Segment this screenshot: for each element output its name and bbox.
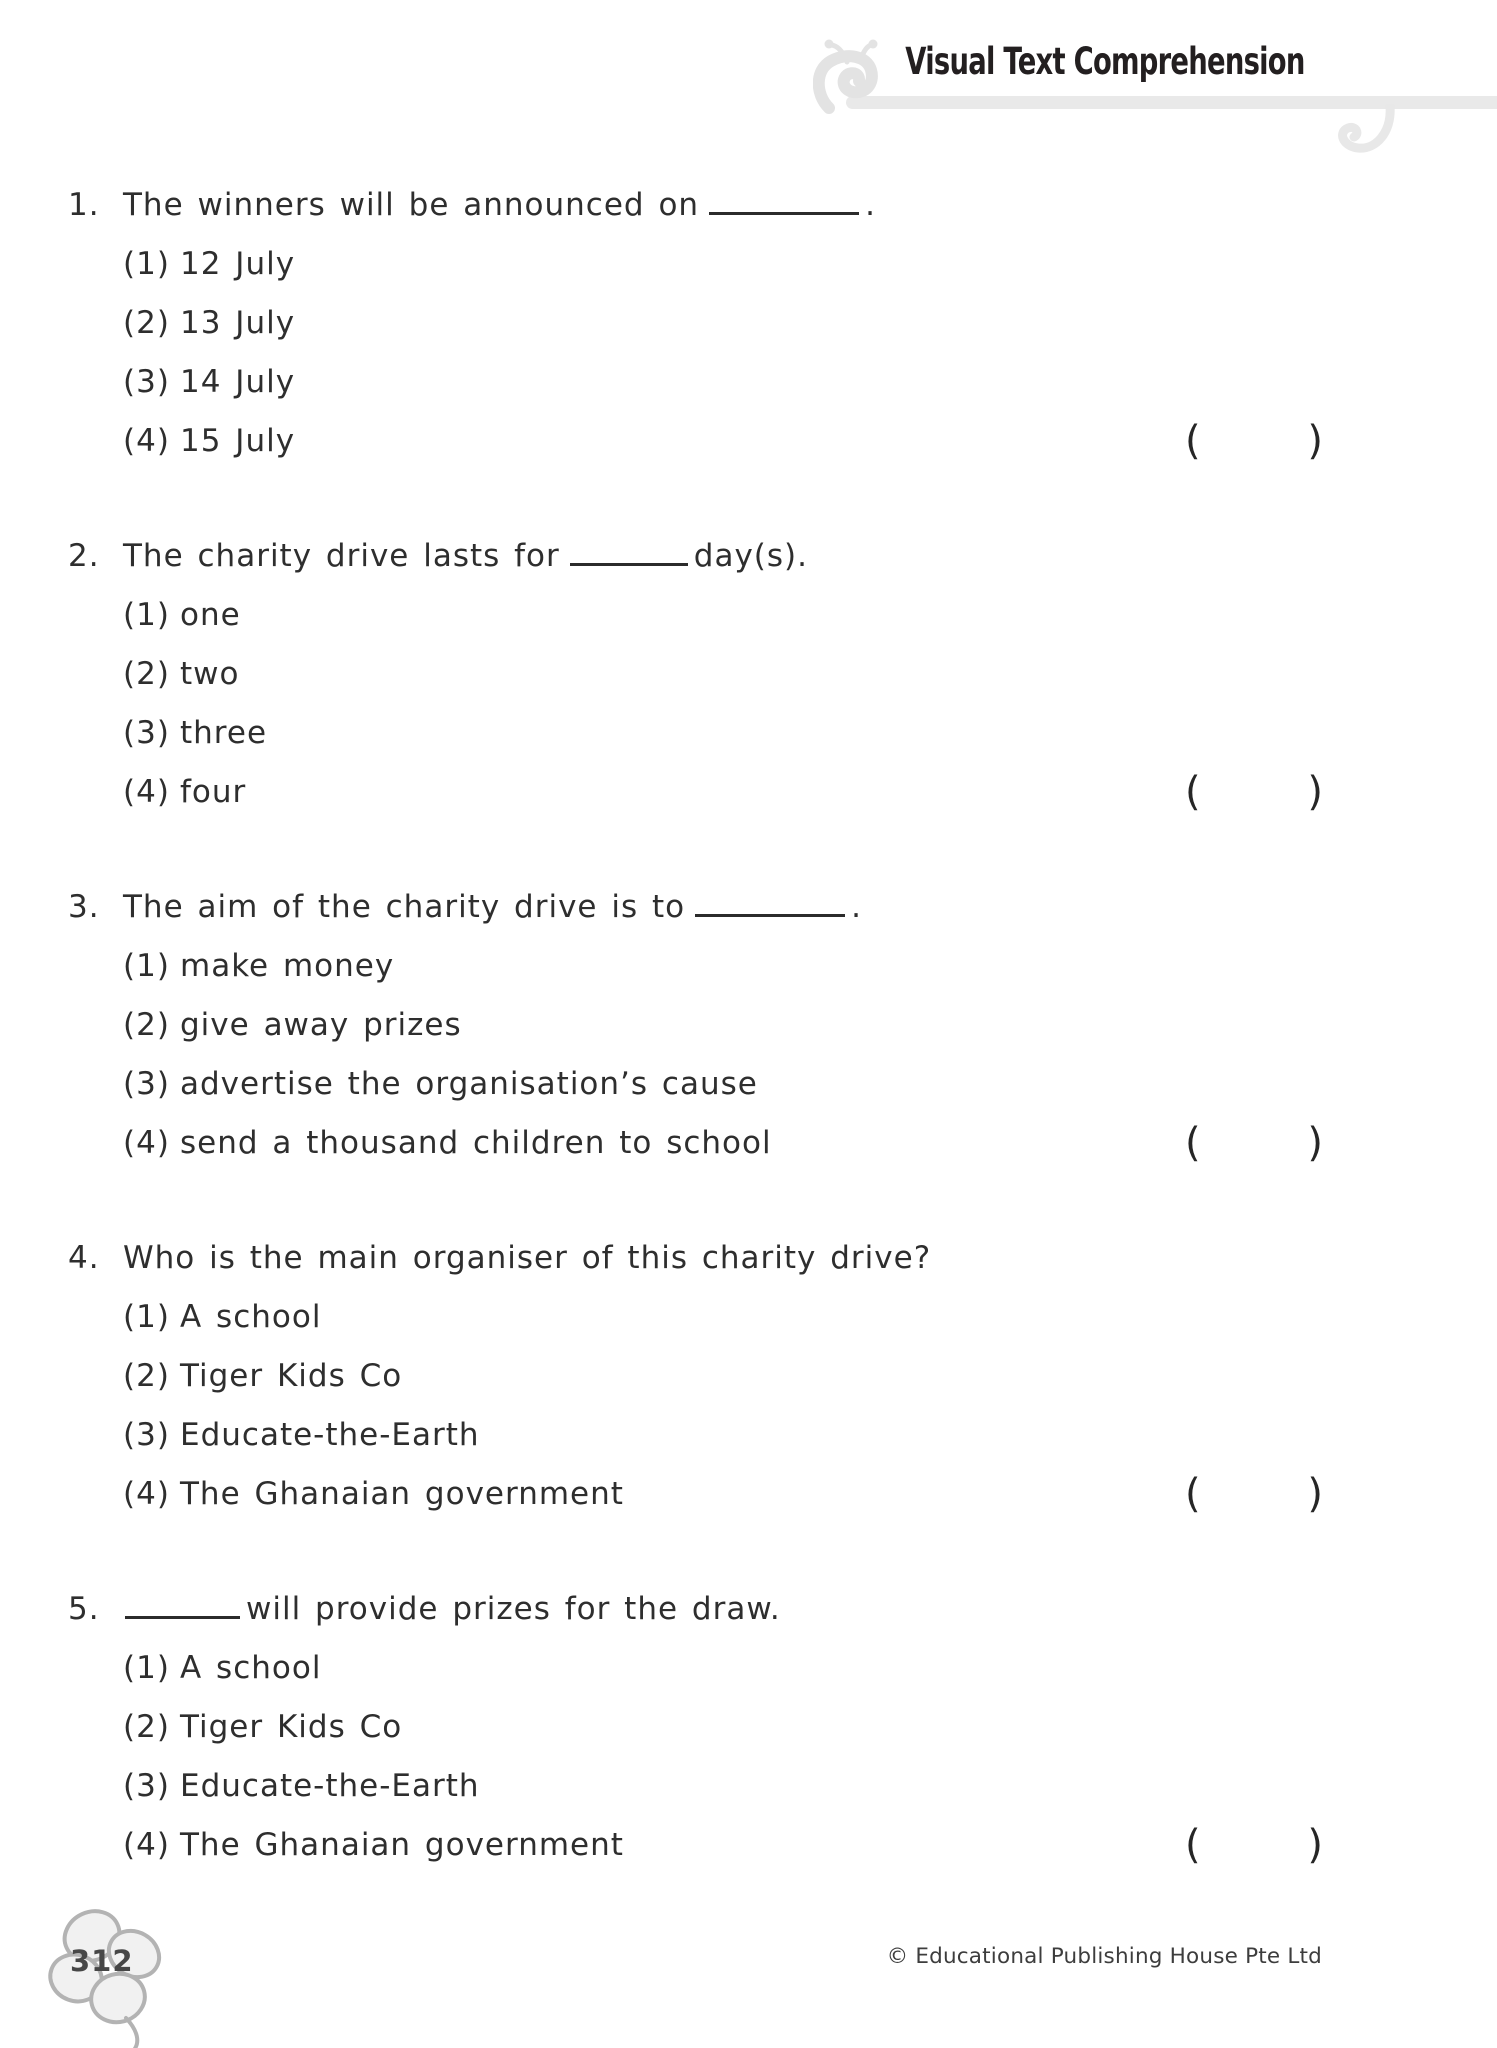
option-label: 13 July (180, 304, 296, 341)
option-number: (1) (123, 245, 170, 282)
question-list (68, 175, 1438, 1930)
answer-parens (1185, 1815, 1323, 1874)
open-paren: ( (1185, 1470, 1201, 1517)
option-number: (2) (123, 655, 170, 692)
stem-text-post: day(s). (693, 537, 808, 574)
stem-text-pre: Who is the main organiser of this charity drive? (123, 1239, 932, 1276)
question-stem (123, 1591, 781, 1627)
option-number: (3) (123, 363, 170, 400)
option-number: (4) (123, 1475, 170, 1512)
page-number: 312 (70, 1944, 134, 1978)
close-paren: ) (1307, 1119, 1323, 1166)
question-stem-row (68, 175, 1438, 234)
option-label: make money (180, 947, 395, 984)
question-number: 2. (68, 537, 100, 574)
option-row (68, 234, 1438, 293)
answer-parens (1185, 1113, 1323, 1172)
copyright-text: © Educational Publishing House Pte Ltd (886, 1944, 1322, 1969)
option-label: give away prizes (180, 1006, 462, 1043)
open-paren: ( (1185, 1119, 1201, 1166)
option-row (68, 995, 1438, 1054)
option-number: (2) (123, 304, 170, 341)
question-stem-row (68, 1579, 1438, 1638)
stem-text-post: . (865, 186, 876, 223)
question-stem (123, 889, 862, 925)
answer-blank (709, 207, 859, 215)
close-paren: ) (1307, 1821, 1323, 1868)
option-label: The Ghanaian government (180, 1826, 624, 1863)
answer-blank (125, 1611, 240, 1619)
question-4 (68, 1228, 1438, 1523)
answer-blank (570, 558, 688, 566)
option-row (68, 703, 1438, 762)
close-paren: ) (1307, 768, 1323, 815)
stem-text-pre: The charity drive lasts for (123, 537, 560, 574)
option-row (68, 352, 1438, 411)
option-row (68, 1815, 1438, 1874)
question-number: 5. (68, 1590, 100, 1627)
question-stem (123, 538, 808, 574)
option-number: (3) (123, 1065, 170, 1102)
answer-blank (695, 909, 845, 917)
open-paren: ( (1185, 417, 1201, 464)
option-row (68, 1113, 1438, 1172)
option-number: (3) (123, 1767, 170, 1804)
question-5 (68, 1579, 1438, 1874)
option-row (68, 762, 1438, 821)
question-number: 3. (68, 888, 100, 925)
question-stem (123, 1240, 931, 1276)
snail-antenna-dot (869, 40, 878, 49)
option-label: A school (180, 1649, 322, 1686)
option-number: (4) (123, 1124, 170, 1161)
question-stem (123, 187, 876, 223)
option-label: send a thousand children to school (180, 1124, 772, 1161)
option-row (68, 1346, 1438, 1405)
corner-curl-icon (1328, 104, 1400, 170)
close-paren: ) (1307, 417, 1323, 464)
option-number: (1) (123, 1298, 170, 1335)
snail-antenna-dot (825, 40, 834, 49)
option-number: (4) (123, 422, 170, 459)
close-paren: ) (1307, 1470, 1323, 1517)
option-row (68, 1464, 1438, 1523)
option-row (68, 936, 1438, 995)
question-stem-row (68, 1228, 1438, 1287)
option-row (68, 1697, 1438, 1756)
option-number: (2) (123, 1006, 170, 1043)
question-stem-row (68, 526, 1438, 585)
clover-stem (126, 2018, 137, 2048)
option-label: A school (180, 1298, 322, 1335)
option-row (68, 1756, 1438, 1815)
option-row (68, 1054, 1438, 1113)
option-label: 14 July (180, 363, 296, 400)
option-row (68, 1287, 1438, 1346)
option-number: (3) (123, 1416, 170, 1453)
stem-text-post: will provide prizes for the draw. (246, 1590, 781, 1627)
option-number: (1) (123, 1649, 170, 1686)
option-label: Tiger Kids Co (180, 1357, 403, 1394)
option-number: (1) (123, 596, 170, 633)
option-label: advertise the organisation’s cause (180, 1065, 758, 1102)
option-label: four (180, 773, 247, 810)
option-label: Educate-the-Earth (180, 1767, 480, 1804)
option-label: 15 July (180, 422, 296, 459)
option-number: (4) (123, 1826, 170, 1863)
option-row (68, 411, 1438, 470)
option-label: Tiger Kids Co (180, 1708, 403, 1745)
option-number: (1) (123, 947, 170, 984)
option-number: (2) (123, 1708, 170, 1745)
question-number: 1. (68, 186, 100, 223)
option-label: two (180, 655, 240, 692)
option-label: three (180, 714, 268, 751)
option-row (68, 1405, 1438, 1464)
question-stem-row (68, 877, 1438, 936)
option-label: The Ghanaian government (180, 1475, 624, 1512)
option-row (68, 293, 1438, 352)
option-row (68, 644, 1438, 703)
snail-swirl-icon (813, 36, 897, 116)
question-1 (68, 175, 1438, 470)
answer-parens (1185, 1464, 1323, 1523)
answer-parens (1185, 762, 1323, 821)
option-label: 12 July (180, 245, 296, 282)
option-number: (3) (123, 714, 170, 751)
open-paren: ( (1185, 768, 1201, 815)
stem-text-post: . (851, 888, 862, 925)
open-paren: ( (1185, 1821, 1201, 1868)
question-3 (68, 877, 1438, 1172)
option-label: Educate-the-Earth (180, 1416, 480, 1453)
option-row (68, 585, 1438, 644)
stem-text-pre: The winners will be announced on (123, 186, 700, 223)
option-number: (2) (123, 1357, 170, 1394)
answer-parens (1185, 411, 1323, 470)
question-2 (68, 526, 1438, 821)
option-number: (4) (123, 773, 170, 810)
option-row (68, 1638, 1438, 1697)
question-number: 4. (68, 1239, 100, 1276)
page-title: Visual Text Comprehension (905, 40, 1305, 83)
option-label: one (180, 596, 241, 633)
stem-text-pre: The aim of the charity drive is to (123, 888, 686, 925)
